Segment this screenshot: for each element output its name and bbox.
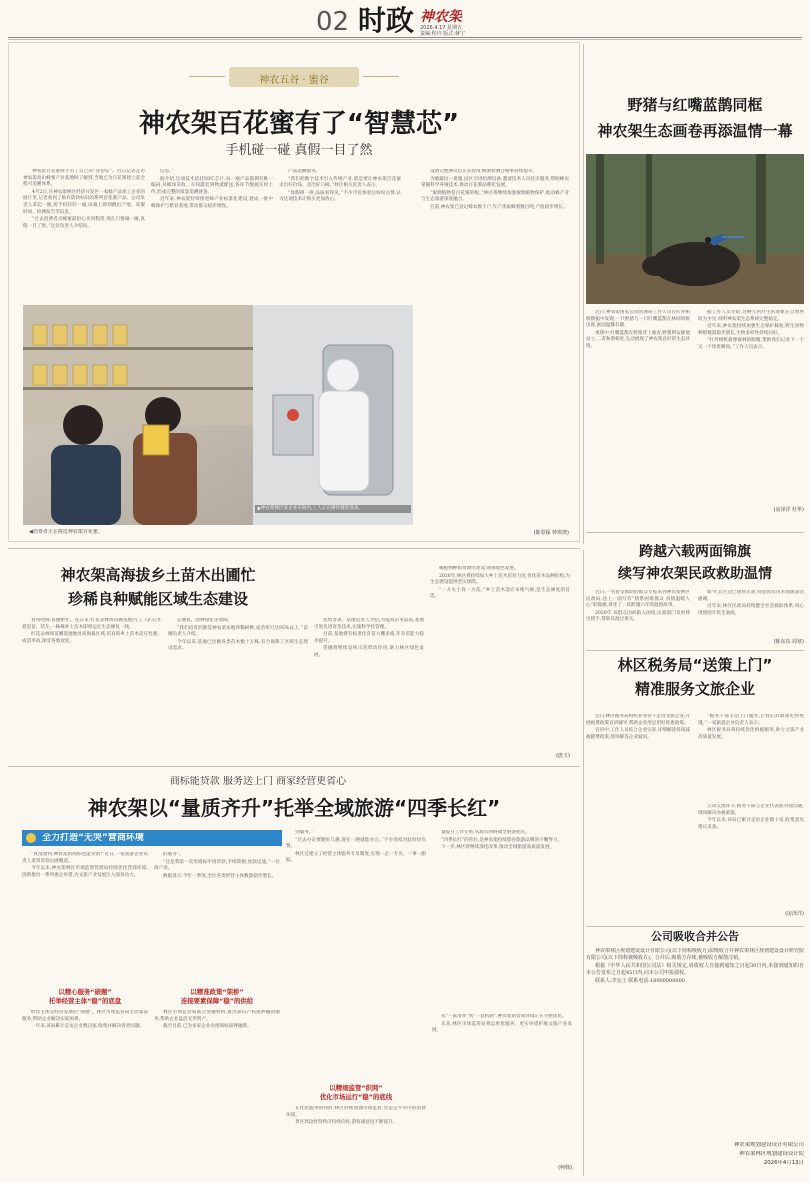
- notice-signer-1: 神农架规划建设设计有限公司: [733, 1142, 804, 1148]
- notice-signer-2: 神农架林区规划建设设计院: [739, 1151, 804, 1157]
- tourism-col2: [154, 852, 280, 982]
- paragraph: 未来,林区市场监管局将以更优服务、更实举措护航文旅产业发展。: [432, 1021, 572, 1034]
- subhead-policy: 以精准政策“架桥”: [190, 988, 244, 996]
- paragraph: 目前,神农架已登记蜂农数千户,年产优质蜂蜜数百吨,产值稳步增长。: [430, 204, 568, 210]
- issue-editors: 责编:程玲 版式:蒋宁: [420, 31, 465, 36]
- byline-honey: (陈春保 钟琪瑛): [533, 530, 569, 536]
- paragraph: 联系人:李女士 联系电话:18000000000: [595, 978, 685, 984]
- byline-tourism: (柯韩): [558, 1165, 572, 1171]
- paragraph: 稀植物种质资源库建设,助推绿色发展。: [439, 566, 519, 571]
- tourism-col2b: [154, 1010, 280, 1170]
- paragraph: “真假辨一辨,品质看得见。”不少市民体验后纷纷点赞,认为这项技术让购买更加放心。: [279, 190, 401, 203]
- paragraph: 根据《中华人民共和国公司法》相关规定,请债权人自接到通知之日起30日内,未接到通知的自本公告发布之日起45日内,向本公司申报债权。: [586, 963, 804, 976]
- wildlife-col2: [698, 310, 804, 506]
- paragraph: 神农架林区规划建设设计有限公司(以下简称吸收方)拟吸收合并神农架林区规划建设设计研究院有限公司(以下简称被吸收方)。合并后,吸收方存续,被吸收方解散注销。: [586, 948, 804, 961]
- masthead-rule-thin: [8, 39, 802, 40]
- paragraph: 2026年,林区将持续加大乡土苗木培育力度,优化苗木品种结构,为生态建设提供坚实保障。: [430, 573, 570, 586]
- article-tourism: [8, 770, 580, 1176]
- divider-horizontal-right-1: [586, 532, 804, 533]
- byline-wildlife: (房泽洋 杜华): [773, 507, 804, 513]
- wildlife-col1: [586, 310, 690, 506]
- tax-col3: [698, 804, 804, 904]
- divider-horizontal-2: [8, 766, 580, 767]
- tourism-col3b: [286, 1106, 426, 1172]
- headline-civil-2: 续写神农架民政救助温情: [618, 566, 772, 582]
- headline-seedlings-2: 珍稀良种赋能区域生态建设: [67, 590, 248, 608]
- paragraph: 神农架百花蜜终于有了自己的“身份证”。近日记者走访神农架高山蜂蜜产业基地时了解到,当地已为百花蜜建立起全程可追溯体系。: [23, 169, 145, 188]
- photo-caption-main: ▲神农架林区某企业车间内,工人正在操作灌装设备。: [255, 505, 411, 513]
- notice-date: 2026年4月13日: [763, 1160, 804, 1166]
- paragraph: 今年以来,基地已出圃各类苗木数十万株,有力保障了区域生态建设需求。: [168, 639, 308, 652]
- paragraph: 经营主体是经济发展的“细胞”。林区市场监管局主动靠前服务,帮助企业解决实际困难。: [22, 1010, 148, 1022]
- honey-col4: [421, 169, 569, 509]
- masthead-rule: [8, 37, 802, 38]
- paragraph: 优势显著。基地负责人介绍,为提高苗木品质,基地引进先进育苗技术,实施科学化管理。: [314, 618, 424, 630]
- paragraph: “四季长红”的背后,是神农架持续擦亮旅游品牌的不懈努力。: [441, 837, 563, 843]
- paragraph: 在优化服务的同时,林区持续加强市场监管,营造公平有序的消费环境。: [286, 1106, 426, 1118]
- paragraph: 近日,一名曾受救助的群众专程来到神农架林区民政局,送上一面写有“情系困难群众 真情温暖人心”的锦旗,讲述了一段跨越六年的温情故事。: [586, 590, 690, 609]
- paragraph: “我们把数字技术引入传统产业,就是要让神农架百花蜜卖出好价钱、卖出好口碑。”林区相关负责人表示。: [279, 176, 401, 189]
- article-seedlings: [8, 552, 580, 764]
- photo-caption-secondary: ◀消费者正在挑选神农架百花蜜。: [29, 529, 103, 535]
- seedlings-col3: [314, 618, 424, 754]
- page-number: 02: [316, 8, 350, 36]
- paragraph: 林区还建立了经营主体服务专员制度,实现一企一专员、一事一跟踪。: [286, 851, 426, 864]
- article-wildlife: [586, 42, 804, 528]
- seedlings-col2: [168, 618, 308, 754]
- headline-tourism: 神农架以“量质齐升”托举全域旅游“四季长红”: [87, 796, 501, 820]
- tourism-col1: [22, 852, 148, 982]
- banner-business-env: [22, 830, 282, 846]
- banner-text: 神农五谷 · 蜜谷: [259, 75, 329, 86]
- paragraph: 下一步,林区将继续深化改革,推动全域旅游高质量发展。: [441, 845, 555, 851]
- tourism-col4b: [432, 1014, 572, 1164]
- photo-honey-workshop: [23, 305, 413, 525]
- honey-col3: [279, 169, 401, 289]
- paragraph: 量提升工作专班,从源头到终端全链条把关。: [441, 830, 530, 835]
- tourism-col4: [432, 830, 572, 1010]
- paragraph: 一年来,该局累计走访企业数百家,收集并解决各类问题。: [31, 1024, 145, 1030]
- paragraph: 苗圃将继续发挥示范带动作用,助力林区绿色发展。: [314, 646, 424, 658]
- paragraph: “税务干部主动上门服务,让我们对政策吃得更透。”一家旅游企业负责人表示。: [698, 714, 804, 726]
- divider-vertical-bottom: [583, 550, 584, 1176]
- headline-honey: 神农架百花蜜有了“智慧芯”: [138, 109, 460, 139]
- paragraph: 林区税务局将持续优化纳税服务,助力文旅产业高质量发展。: [698, 728, 804, 740]
- byline-tax: (房泽洋): [785, 911, 804, 917]
- divider-vertical-top: [583, 44, 584, 544]
- paragraph: 宣讲中,工作人员结合企业实际,详细解读各项减税降费政策,现场解答企业疑问。: [586, 728, 690, 740]
- paragraph: 近年来,神农架持续加强生态保护修复,野生动物种群数量稳步增长,生物多样性持续向好。: [698, 324, 804, 336]
- subhead-policy-b: 连接要素保障“稳”的供给: [180, 997, 254, 1005]
- paragraph: “这是我第一次用商标申请贷款,手续简便,放款迅速。”一位商户说。: [154, 859, 280, 872]
- honey-col2: [151, 169, 273, 301]
- banner-ornament-right: [363, 76, 399, 77]
- divider-horizontal-right-3: [586, 926, 804, 927]
- tax-col1: [586, 714, 690, 914]
- notice-body: [586, 948, 804, 1138]
- divider-horizontal-1: [8, 548, 580, 549]
- headline-wildlife-2: 神农架生态画卷再添温情一幕: [597, 122, 793, 140]
- subhead-regulation: 以精细监管“织网”: [329, 1084, 383, 1092]
- headline-seedlings-1: 神农架高海拔乡土苗木出圃忙: [60, 566, 256, 584]
- paragraph: 近年来,林区民政局持续健全社会救助体系,用心用情兜牢民生底线。: [698, 604, 804, 616]
- civil-col2: [698, 590, 804, 638]
- subhead-service: 以精心服务“破题”: [58, 988, 112, 996]
- paragraph: 互动交流环节,税务干部与企业代表面对面沟通,现场解决办税难题。: [698, 804, 804, 816]
- civil-col1: [586, 590, 690, 648]
- paragraph: 今年以来,神农架林区市场监督管理局持续优化营商环境,创新推出一系列惠企举措,为文旅产业发展注入强劲动力。: [22, 866, 148, 878]
- tourism-col3: [286, 830, 426, 1080]
- paragraph: “真没想到,神农架的商标也能贷款!”近日,一家旅游企业负责人拿到贷款后感慨道。: [22, 852, 148, 864]
- paragraph: 视频中,红嘴蓝鹊在野猪背上啄食,野猪则安静地站立,二者和谐相处,生动展现了神农架良好的生态环境。: [586, 330, 690, 349]
- article-civil-affairs: [586, 536, 804, 648]
- photo-illustration: [23, 305, 413, 525]
- photo-illustration: [586, 154, 804, 304]
- paragraph: “过去办证要跑好几趟,现在一趟就能办完。”不少商家对此纷纷点赞。: [286, 837, 426, 850]
- paragraph: 近日,林区税务局组织业务骨干走进文旅企业,开展税费政策宣讲辅导,帮助企业用足用好优惠政策。: [586, 714, 690, 726]
- paragraph: 4月2日,在神农架林区经济开发区一家蜂产品加工企业的展厅里,记者看到了贴有防伪标识的系列百花蜜产品。公司负责人拿起一瓶,用手机轻轻一碰,屏幕上即刻跳出产地、采蜜时间、检测报告等信息。: [23, 189, 145, 215]
- honey-col1: [23, 169, 145, 301]
- notice-title: 公司吸收合并公告: [651, 930, 739, 943]
- paragraph: “过去消费者买蜂蜜最担心买到假货,现在只要碰一碰,真假一目了然。”这位负责人介绍说。: [23, 217, 145, 229]
- banner-icon: [26, 833, 36, 843]
- paragraph: 到服务。”: [295, 830, 314, 835]
- paragraph: 态修复、园林绿化等领域。: [177, 618, 233, 623]
- kicker-tourism: 商标能贷款 服务送上门 商家经营更省心: [169, 776, 347, 787]
- notice-merger: [586, 930, 804, 1176]
- photo-boar-magpie: [586, 154, 804, 304]
- article-honey: [8, 42, 580, 542]
- paragraph: 2020年,该群众因病陷入困境,民政部门及时伸出援手,帮助其渡过难关。: [586, 610, 690, 623]
- paragraph: “蜜源植物是百花蜜的根。”林区将继续加强蜜源植物保护,推动蜂产业与生态旅游深度融合。: [421, 190, 569, 203]
- paragraph: 景区周边经营秩序持续向好,游客满意度不断提升。: [295, 1120, 398, 1126]
- masthead: [0, 0, 810, 36]
- paragraph: 今年以来,该局已累计走访企业数十家,收集意见建议多条。: [698, 818, 804, 830]
- paragraph: 数据显示,今年一季度,全区各类经营主体数量稳步增长。: [163, 873, 277, 879]
- paragraph: 红花朵林场苗圃基地地处高海拔区域,培育的乡土苗木适应性强、成活率高,深受各地欢迎。: [22, 632, 162, 644]
- tax-col2: [698, 714, 804, 804]
- headline-wildlife-1: 野猪与红嘴蓝鹊同框: [627, 96, 763, 114]
- section-title: 时政: [358, 6, 415, 36]
- byline-civil: (陈东东 周寒): [773, 639, 804, 645]
- paragraph: 产品追溯服务。: [288, 169, 321, 174]
- divider-horizontal-right-2: [586, 650, 804, 651]
- paragraph: 截至目前,已为多家企业办理商标质押融资。: [163, 1024, 252, 1030]
- paragraph: 林区市场监管局联合金融机构,推出知识产权质押融资服务,帮助企业盘活无形资产。: [154, 1010, 280, 1022]
- paragraph: 近年来,神农架持续推进蜂产业标准化建设,建成一批中蜂保护与繁育基地,带动群众稳步增收。: [151, 197, 273, 209]
- subhead-regulation-b: 优化市场运行“稳”的底线: [319, 1093, 393, 1101]
- paragraph: 的服务”。: [163, 852, 184, 857]
- subhead-honey: 手机碰一碰 真假一目了然: [225, 143, 373, 158]
- issue-date: 2026.4.17 星期五: [420, 25, 463, 31]
- paragraph: “我们培育的都是神农架本地珍稀树种,成活率可达95%以上。”苗圃负责人介绍。: [168, 625, 308, 638]
- paragraph: “一方水土育一方苗。”乡土苗木适应本地气候,是生态修复的首选。: [430, 587, 570, 600]
- paragraph: 设备完整测试后正式投用,蜂蜜检测合格率持续提升。: [430, 169, 538, 174]
- paper-logo: 神农架: [420, 9, 462, 25]
- headline-tax-2: 精准服务文旅企业: [634, 680, 755, 698]
- paragraph: 如今,其生活已重回正轨,特意再次送来锦旗表达感谢。: [698, 590, 804, 602]
- paragraph: 从“一张清单”到“一套机制”,神农架的营商环境正在不断优化。: [441, 1014, 567, 1019]
- paragraph: 为破解这一难题,园区引进检测设备,邀请技术人员驻点服务,帮助蜂农掌握科学养殖技术,推动百花蜜品牌化发展。: [421, 176, 569, 189]
- article-tax: [586, 654, 804, 924]
- seedlings-col1: [22, 618, 162, 754]
- paragraph: 春风吹拂,苗圃繁忙。连日来,红花朵林场苗圃基地内,工人们正忙着起苗、装车,一株株乡土苗木即将运往生态修复一线。: [22, 618, 162, 630]
- paragraph: “红外相机就像森林的眼睛,帮助我们记录下一个又一个珍贵瞬间。”工作人员表示。: [698, 338, 804, 350]
- paragraph: 信息。”: [160, 169, 174, 174]
- headline-tax-1: 林区税务局“送策上门”: [617, 656, 773, 674]
- banner-business-env-text: 全力打造“无哭”营商环境: [42, 833, 144, 843]
- paragraph: 据工作人员介绍,这种互利共生的现象在自然界较为少见,说明神农架生态系统完整稳定。: [698, 310, 804, 322]
- headline-civil-1: 跨越六载两面锦旗: [639, 544, 751, 560]
- tourism-col1b: [22, 1010, 148, 1170]
- seedlings-col4: [430, 566, 570, 754]
- paragraph: 近日,神农架国家公园管理局工作人员在红外相机数据中发现,一只野猪与一只红嘴蓝鹊在林间同框出现,画面温馨有趣。: [586, 310, 690, 329]
- paragraph: 目前,基地建有标准化育苗大棚多座,年育苗能力稳步提升。: [314, 632, 424, 644]
- byline-seedlings: (唐玉): [556, 753, 570, 759]
- banner-ribbon: [229, 67, 359, 87]
- banner-ornament-left: [189, 76, 225, 77]
- paragraph: 据介绍,这项技术依托NFC芯片,每一瓶产品都拥有唯一编码,从蜂场采收、车间灌装到物流配送,各环节数据实时上传,形成完整的质量追溯链条。: [151, 176, 273, 195]
- subhead-service-b: 托举经营主体“稳”的底盘: [48, 997, 122, 1005]
